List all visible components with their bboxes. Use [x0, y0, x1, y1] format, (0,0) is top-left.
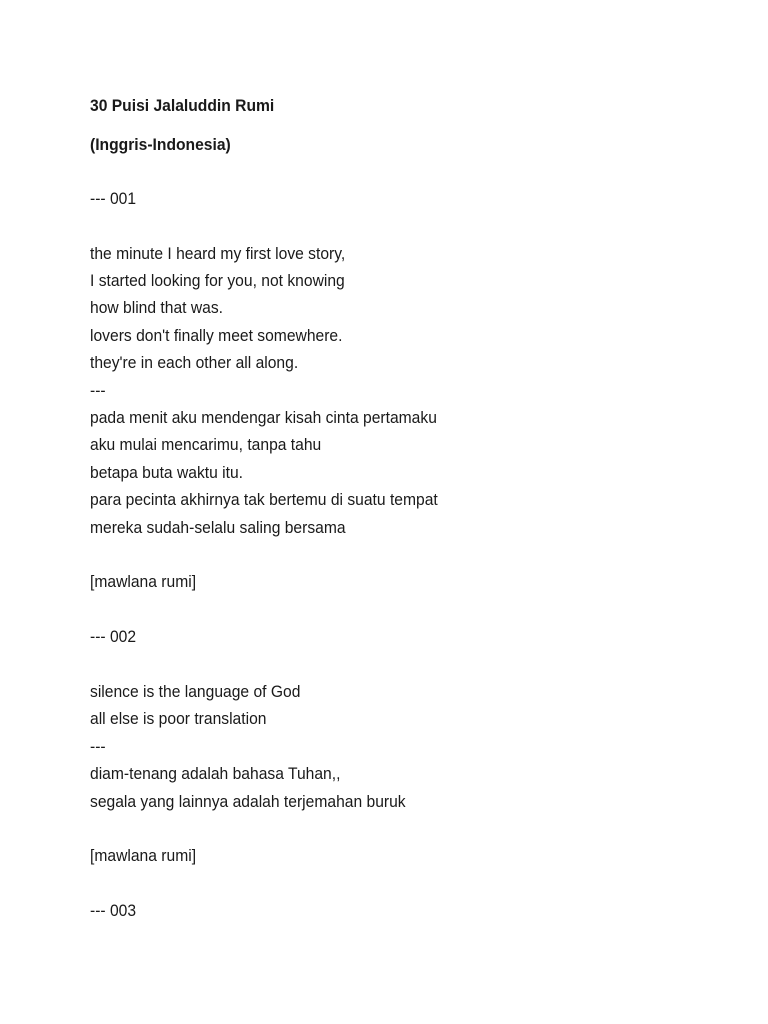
poem-line-english: how blind that was.: [90, 298, 224, 318]
poem-001: [90, 185, 660, 623]
poem-attribution: [mawlana rumi]: [90, 846, 197, 866]
blank-line: [90, 596, 660, 623]
poem-separator: ---: [90, 380, 106, 400]
poem-number: --- 001: [90, 188, 137, 208]
poem-line-indonesian: betapa buta waktu itu.: [90, 462, 244, 482]
poem-003: [90, 897, 660, 924]
poem-line-indonesian: diam-tenang adalah bahasa Tuhan,,: [90, 764, 341, 784]
poem-line-indonesian: aku mulai mencarimu, tanpa tahu: [90, 435, 322, 455]
poem-number: --- 003: [90, 901, 137, 921]
poem-line-english: the minute I heard my first love story,: [90, 243, 346, 263]
blank-line: [90, 870, 660, 897]
poem-line-english: I started looking for you, not knowing: [90, 271, 345, 291]
blank-line: [90, 212, 660, 239]
poem-line-english: all else is poor translation: [90, 709, 267, 729]
document-subtitle: (Inggris-Indonesia): [90, 135, 231, 155]
document-title: 30 Puisi Jalaluddin Rumi: [90, 96, 275, 115]
blank-line: [90, 651, 660, 678]
poem-separator: ---: [90, 736, 106, 756]
poem-line-english: lovers don't finally meet somewhere.: [90, 325, 343, 345]
poem-number: --- 002: [90, 627, 137, 647]
poem-line-indonesian: segala yang lainnya adalah terjemahan buruk: [90, 791, 406, 811]
poem-line-english: silence is the language of God: [90, 682, 301, 702]
poem-line-english: they're in each other all along.: [90, 353, 299, 373]
poem-002: [90, 623, 660, 897]
blank-line: [90, 541, 660, 568]
poem-line-indonesian: para pecinta akhirnya tak bertemu di suatu tempat: [90, 490, 438, 510]
poem-line-indonesian: pada menit aku mendengar kisah cinta pertamaku: [90, 408, 437, 428]
poem-line-indonesian: mereka sudah-selalu saling bersama: [90, 517, 346, 537]
poem-attribution: [mawlana rumi]: [90, 572, 197, 592]
document-content: [90, 92, 660, 925]
blank-line: [90, 815, 660, 842]
